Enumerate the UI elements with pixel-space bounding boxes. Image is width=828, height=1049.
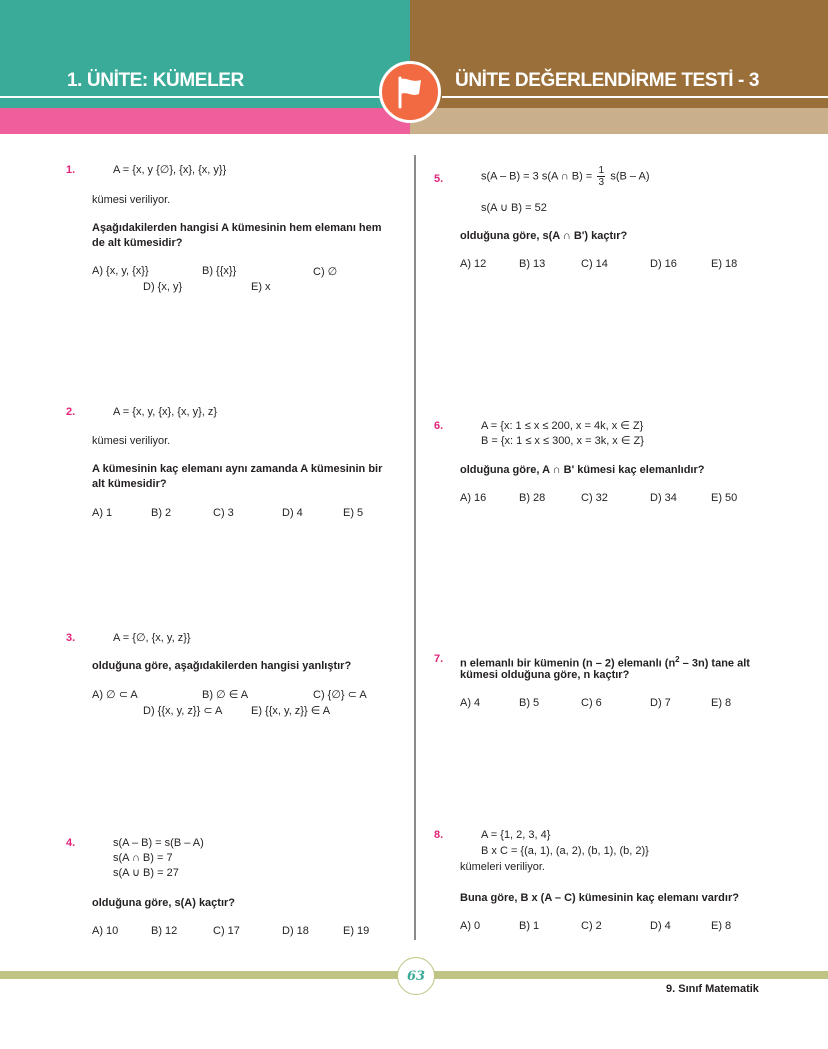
question-4-option-c[interactable]: C) 17 bbox=[213, 925, 240, 937]
question-3-option-a[interactable]: A) ∅ ⊂ A bbox=[92, 689, 138, 701]
question-6-option-d[interactable]: D) 34 bbox=[650, 492, 677, 504]
question-5-equation bbox=[481, 165, 649, 188]
flag-badge bbox=[379, 61, 441, 123]
flag-icon bbox=[393, 74, 427, 110]
header-left-band bbox=[0, 108, 410, 134]
header-rule-left bbox=[0, 96, 380, 98]
question-4-option-d[interactable]: D) 18 bbox=[282, 925, 309, 937]
question-2-option-e[interactable]: E) 5 bbox=[343, 507, 364, 519]
question-6-option-c[interactable]: C) 32 bbox=[581, 492, 608, 504]
question-4-line2: s(A ∩ B) = 7 bbox=[113, 852, 173, 864]
question-7-part1: n elemanlı bir kümenin (n – 2) elemanlı (n bbox=[460, 657, 676, 670]
question-6-option-b[interactable]: B) 28 bbox=[519, 492, 546, 504]
unit-title: 1. ÜNİTE: KÜMELER bbox=[67, 70, 244, 91]
question-2-option-b[interactable]: B) 2 bbox=[151, 507, 172, 519]
question-7-number: 7. bbox=[434, 653, 444, 665]
question-3-option-b[interactable]: B) ∅ ∈ A bbox=[202, 689, 249, 701]
question-8-option-e[interactable]: E) 8 bbox=[711, 920, 732, 932]
question-1-given: kümesi veriliyor. bbox=[92, 194, 171, 206]
question-5-eq-left: s(A – B) = 3 s(A ∩ B) = bbox=[481, 170, 593, 183]
question-5-option-b[interactable]: B) 13 bbox=[519, 258, 546, 270]
question-4-text: olduğuna göre, s(A) kaçtır? bbox=[92, 897, 236, 909]
question-6-line1: A = {x: 1 ≤ x ≤ 200, x = 4k, x ∈ Z} bbox=[481, 420, 644, 432]
question-5-number: 5. bbox=[434, 173, 444, 185]
question-1-set: A = {x, y {∅}, {x}, {x, y}} bbox=[113, 164, 227, 176]
page-number: 63 bbox=[397, 957, 435, 995]
question-6-text: olduğuna göre, A ∩ B' kümesi kaç elemanlıdır? bbox=[460, 464, 705, 476]
fraction-numerator: 1 bbox=[598, 165, 605, 176]
question-5-line2: s(A ∪ B) = 52 bbox=[481, 202, 547, 214]
fraction-denominator: 3 bbox=[598, 177, 605, 188]
question-1-option-d[interactable]: D) {x, y} bbox=[143, 281, 183, 293]
question-6-option-e[interactable]: E) 50 bbox=[711, 492, 738, 504]
test-title: ÜNİTE DEĞERLENDİRME TESTİ - 3 bbox=[455, 70, 760, 91]
question-4-option-a[interactable]: A) 10 bbox=[92, 925, 119, 937]
question-5-text: olduğuna göre, s(A ∩ B') kaçtır? bbox=[460, 230, 628, 242]
question-5-fraction bbox=[597, 165, 605, 188]
question-1-number: 1. bbox=[66, 164, 76, 176]
question-1-text-line2: de alt kümesidir? bbox=[92, 237, 183, 249]
question-8-option-b[interactable]: B) 1 bbox=[519, 920, 540, 932]
question-5-option-e[interactable]: E) 18 bbox=[711, 258, 738, 270]
header-rule-right bbox=[442, 96, 828, 98]
question-6-option-a[interactable]: A) 16 bbox=[460, 492, 487, 504]
question-5-option-c[interactable]: C) 14 bbox=[581, 258, 608, 270]
question-4-line3: s(A ∪ B) = 27 bbox=[113, 867, 179, 879]
question-8-option-c[interactable]: C) 2 bbox=[581, 920, 602, 932]
question-1-option-e[interactable]: E) x bbox=[251, 281, 271, 293]
question-8-option-d[interactable]: D) 4 bbox=[650, 920, 671, 932]
question-8-option-a[interactable]: A) 0 bbox=[460, 920, 481, 932]
question-6-line2: B = {x: 1 ≤ x ≤ 300, x = 3k, x ∈ Z} bbox=[481, 435, 644, 447]
question-5-option-a[interactable]: A) 12 bbox=[460, 258, 487, 270]
question-8-number: 8. bbox=[434, 829, 444, 841]
question-3-number: 3. bbox=[66, 632, 76, 644]
question-4-option-e[interactable]: E) 19 bbox=[343, 925, 370, 937]
question-1-option-a[interactable]: A) {x, y, {x}} bbox=[92, 265, 149, 277]
question-3-option-c[interactable]: C) {∅} ⊂ A bbox=[313, 689, 367, 701]
question-2-set: A = {x, y, {x}, {x, y}, z} bbox=[113, 406, 218, 418]
question-7-option-c[interactable]: C) 6 bbox=[581, 697, 602, 709]
question-7-exponent: 2 bbox=[675, 655, 680, 664]
question-2-text-line1: A kümesinin kaç elemanı aynı zamanda A kümesinin bir bbox=[92, 463, 383, 475]
question-3-text: olduğuna göre, aşağıdakilerden hangisi yanlıştır? bbox=[92, 660, 352, 672]
question-2-option-c[interactable]: C) 3 bbox=[213, 507, 234, 519]
question-4-option-b[interactable]: B) 12 bbox=[151, 925, 178, 937]
question-2-option-a[interactable]: A) 1 bbox=[92, 507, 113, 519]
question-8-line1: A = {1, 2, 3, 4} bbox=[481, 829, 551, 841]
question-8-line2: B x C = {(a, 1), (a, 2), (b, 1), (b, 2)} bbox=[481, 845, 649, 857]
column-divider bbox=[414, 155, 416, 940]
question-6-number: 6. bbox=[434, 420, 444, 432]
question-1-option-c[interactable]: C) ∅ bbox=[313, 266, 338, 278]
question-2-number: 2. bbox=[66, 406, 76, 418]
question-4-number: 4. bbox=[66, 837, 76, 849]
question-1-option-b[interactable]: B) {{x}} bbox=[202, 265, 237, 277]
question-3-set: A = {∅, {x, y, z}} bbox=[113, 632, 191, 644]
question-7-part2: – 3n) tane alt bbox=[679, 657, 750, 670]
question-8-given: kümeleri veriliyor. bbox=[460, 861, 545, 873]
question-2-text-line2: alt kümesidir? bbox=[92, 478, 167, 490]
question-7-text-line2: kümesi olduğuna göre, n kaçtır? bbox=[460, 669, 630, 681]
question-8-text: Buna göre, B x (A – C) kümesinin kaç elemanı vardır? bbox=[460, 892, 739, 904]
question-7-option-b[interactable]: B) 5 bbox=[519, 697, 540, 709]
question-4-line1: s(A – B) = s(B – A) bbox=[113, 837, 204, 849]
question-5-eq-right: s(B – A) bbox=[610, 170, 650, 183]
question-3-option-e[interactable]: E) {{x, y, z}} ∈ A bbox=[251, 705, 331, 717]
question-1-text-line1: Aşağıdakilerden hangisi A kümesinin hem elemanı hem bbox=[92, 222, 382, 234]
question-5-option-d[interactable]: D) 16 bbox=[650, 258, 677, 270]
question-7-option-d[interactable]: D) 7 bbox=[650, 697, 671, 709]
book-title: 9. Sınıf Matematik bbox=[666, 983, 759, 995]
question-2-given: kümesi veriliyor. bbox=[92, 435, 171, 447]
header-right-band bbox=[410, 108, 828, 134]
question-2-option-d[interactable]: D) 4 bbox=[282, 507, 303, 519]
question-7-option-a[interactable]: A) 4 bbox=[460, 697, 481, 709]
question-7-option-e[interactable]: E) 8 bbox=[711, 697, 732, 709]
question-3-option-d[interactable]: D) {{x, y, z}} ⊂ A bbox=[143, 705, 223, 717]
